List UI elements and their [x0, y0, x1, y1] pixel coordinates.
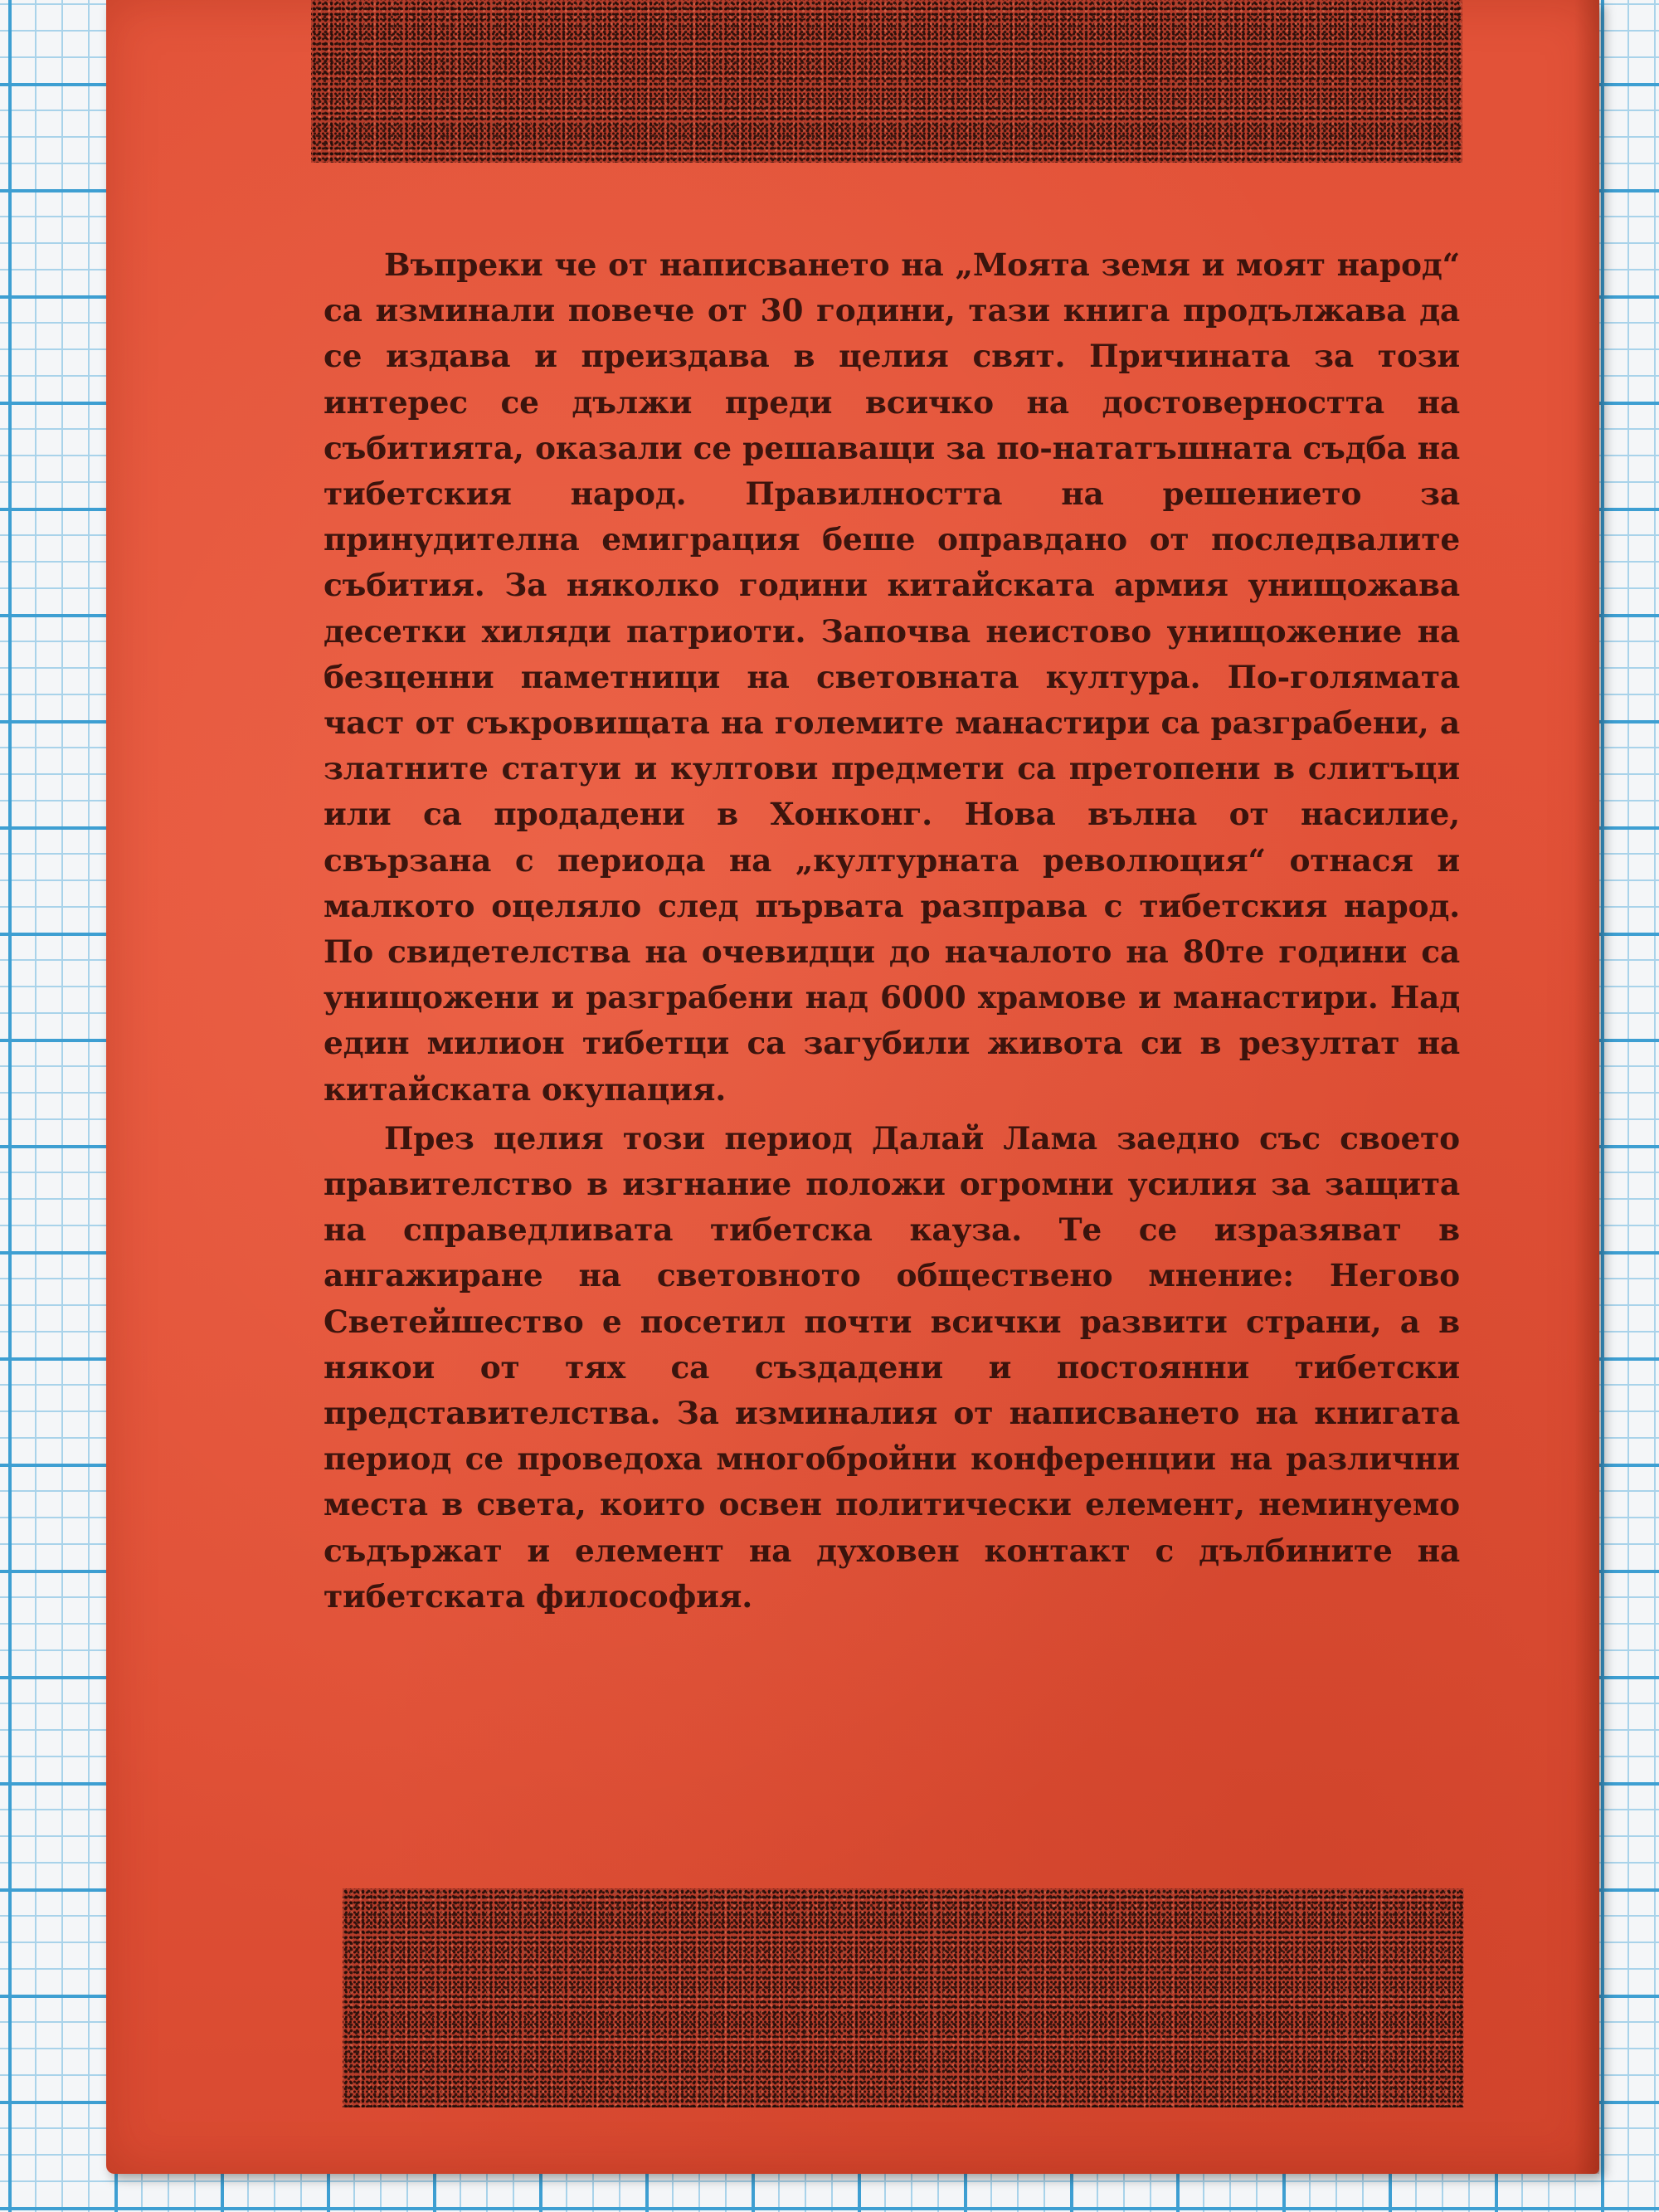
book-back-cover	[106, 0, 1599, 2174]
paragraph-1: Въпреки че от написването на „Моята земя и моят народ“ са изминали повече от 30 години, тази книга продължава да се издава и преиздава в целия свят. Причината за този интерес се дължи преди всичко на достоверността на събитията, оказали се решаващи за по-нататъшната съдба на тибетския народ. Правилността на решението за принудителна емиграция беше оправдано от последвалите събития. За няколко години китайската армия унищожава десетки хиляди патриоти. Започва неистово унищожение на безценни паметници на световната култура. По-голямата част от съкровищата на големите манастири са разграбени, а златните статуи и култови предмети са претопени в слитъци или са продадени в Хонконг. Нова вълна от насилие, свързана с периода на „културната революция“ отнася и малкото оцеляло след първата разправа с тибетския народ. По свидетелства на очевидци до началото на 80те години са унищожени и разграбени над 6000 храмове и манастири. Над един милион тибетци са загубили живота си в резултат на китайската окупация.	[324, 246, 1460, 1108]
cover-text	[324, 242, 1460, 1620]
halftone-panel-bottom	[343, 1888, 1464, 2107]
paragraph-2: През целия този период Далай Лама заедно със своето правителство в изгнание положи огромни усилия за защита на справедливата тибетска кауза. Те се изразяват в ангажиране на световното обществено мнение: Негово Светейшество е посетил почти всички развити страни, а в някои от тях са създадени и постоянни тибетски представителства. За изминалия от написването на книгата период се проведоха многобройни конференции на различни места в света, които освен политически елемент, неминуемо съдържат и елемент на духовен контакт с дълбините на тибетската философия.	[324, 1119, 1460, 1615]
halftone-panel-top	[311, 0, 1462, 163]
